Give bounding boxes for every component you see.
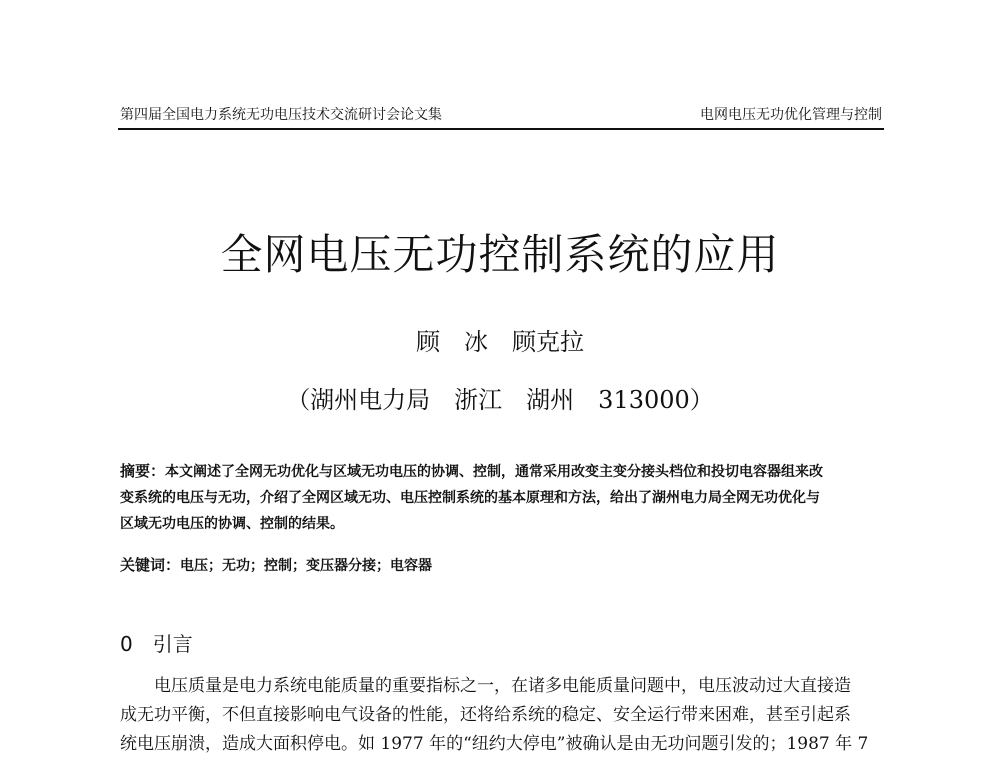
section-heading: 0 引言: [120, 632, 193, 656]
keywords: [120, 554, 432, 575]
abstract-line-2: 变系统的电压与无功，介绍了全网区域无功、电压控制系统的基本原理和方法，给出了湖州电力局全网无功优化与: [120, 490, 820, 506]
abstract-text-1: 本文阐述了全网无功优化与区域无功电压的协调、控制，通常采用改变主变分接头档位和投切电容器组来改: [165, 464, 824, 480]
body-text: [120, 672, 888, 759]
authors: 顾 冰 顾克拉: [416, 328, 584, 356]
abstract-line-1: [120, 458, 886, 485]
body-line-1: 电压质量是电力系统电能质量的重要指标之一，在诸多电能质量问题中，电压波动过大直接造: [154, 676, 851, 696]
abstract-line-3: 区域无功电压的协调、控制的结果。: [120, 516, 344, 532]
affiliation: （湖州电力局 浙江 湖州 313000）: [286, 386, 714, 414]
running-header-right: 电网电压无功优化管理与控制: [700, 107, 882, 123]
keywords-label: 关键词：: [120, 556, 181, 574]
abstract: [120, 458, 886, 537]
keywords-text: 电压；无功；控制；变压器分接；电容器: [180, 558, 433, 574]
running-header-left: 第四届全国电力系统无功电压技术交流研讨会论文集: [120, 107, 442, 123]
paper-title: 全网电压无功控制系统的应用: [220, 230, 780, 279]
abstract-label: 摘要：: [120, 462, 166, 480]
body-line-2: 成无功平衡，不但直接影响电气设备的性能，还将给系统的稳定、安全运行带来困难，甚至引起系: [120, 705, 851, 725]
header-rule: [118, 128, 884, 130]
body-line-3: 统电压崩溃，造成大面积停电。如 1977 年的“纽约大停电”被确认是由无功问题引发的；1987 年 7: [120, 734, 869, 754]
